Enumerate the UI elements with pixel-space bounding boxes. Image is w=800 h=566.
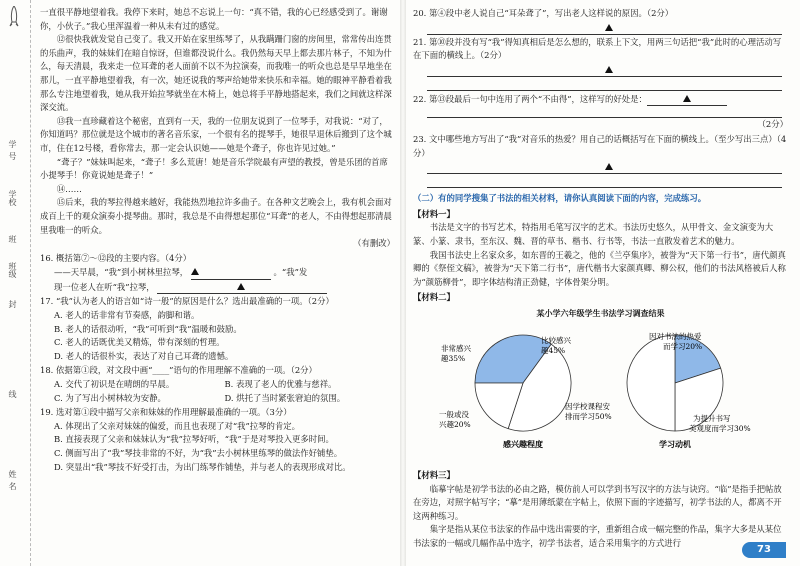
binding-margin [0, 0, 31, 566]
margin-label: 班 [8, 235, 17, 243]
margin-label: 班级 [8, 262, 17, 278]
left-page [40, 6, 395, 474]
question-stem: 20. 第④段中老人说自己“耳朵聋了”，写出老人这样说的原因。（2分） [413, 8, 674, 18]
triangle-icon [605, 163, 613, 170]
question-stem: 19. 选对第①段中描写父亲和妹妹的作用理解最准确的一项。（3分） [40, 407, 292, 418]
slice-label: 因学校课程安 [565, 401, 610, 411]
page-number: 73 [742, 542, 786, 558]
option[interactable]: D. 烘托了当时紧张窘迫的氛围。 [224, 392, 346, 403]
answer-line[interactable] [427, 21, 782, 35]
slice-label: 趣35% [441, 353, 466, 363]
story-paragraph: ⑬我一直珍藏着这个秘密，直到有一天，我的一位朋友说到了一位琴手，对我说：“对了，你知道吗？那位就是这个城市的著名音乐家，一个很有名的提琴手，她很早退休后搬到了这个城市，住在12号楼，看你常去，那一定会认识她——她是个聋子，你也许见过她。” [40, 115, 392, 153]
question-20 [413, 7, 788, 35]
question-21 [413, 36, 788, 91]
slice-label: 趣45% [541, 345, 566, 355]
answer-line[interactable] [427, 63, 782, 77]
slice-label: 因对书法的热爱 [649, 331, 702, 341]
question-stem: 23. 文中哪些地方写出了“我”对音乐的热爱？用自己的话概括写在下面的横线上。（至少写出三点）（4分） [413, 133, 787, 158]
story-paragraph: ⑫很快我就发觉自己变了。我又开始在家里练琴了，从我蹒跚门窗的房间里，常常传出连贯的乐曲声，我的妹妹们在暗自惊讶，但谁都没说什么。我仍然每天早上都去那片林子，不知为什么，每天清晨，我来走一位耳聋的老人面前不以不为拉演奏，而我唯一的听众也总是早早地坐在那儿，一直平静地望着我，有一次，她还说我的琴声给她带来快乐和幸福。她的眼神平静看着我那么专注地望着我，她从我开始拉琴就坐在木椅上，她总将手平静地搭起来，我们之间就这样深深交流。 [40, 34, 392, 113]
slice-label: 排而学习50% [565, 411, 612, 421]
triangle-icon [683, 95, 691, 102]
material-heading: 【材料二】 [413, 292, 455, 303]
section-heading: （二）有的同学搜集了书法的相关材料，请你认真阅读下面的内容，完成练习。 [413, 193, 707, 204]
right-page [413, 6, 788, 550]
story-paragraph: “聋子？”妹妹叫起来，“聋子！多么荒唐！她是音乐学院最有声望的教授，曾是乐团的首席小提琴手！你竟说她是聋子！” [40, 156, 388, 181]
triangle-icon [605, 66, 613, 73]
material-paragraph: 我国书法史上名家众多，如东晋的王羲之，他的《兰亭集序》，被誉为“天下第一行书”，唐代颜真卿的《祭侄文稿》，被誉为“天下第二行书”，唐代楷书大家颜真卿、柳公权，他们的书法风格被后人称为“颜筋柳骨”，即字体结构清正劲健，字体骨架分明。 [413, 249, 786, 287]
margin-label: 名 [8, 482, 17, 490]
option[interactable]: D. 老人的话很朴实，表达了对自己耳聋的遗憾。 [54, 350, 234, 361]
answer-line[interactable] [427, 160, 782, 174]
answer-line[interactable] [427, 174, 782, 188]
question-18 [40, 364, 395, 405]
option[interactable]: C. 为了写出小树林较为安静。 [54, 392, 166, 403]
margin-label: 号 [8, 152, 17, 160]
material-heading: 【材料三】 [413, 469, 455, 480]
chart-caption: 学习动机 [659, 439, 691, 449]
book-spine [400, 0, 406, 566]
slice-label: 为提升书写 [693, 413, 731, 423]
slice-label: 非常感兴 [441, 343, 471, 353]
option[interactable]: C. 侧面写出了“我”琴技非常的不好，为“我”去小树林里练琴的做法作好铺垫。 [54, 448, 343, 458]
material-heading: 【材料一】 [413, 208, 455, 219]
question-23 [413, 133, 788, 188]
question-stem: 16. 概括第⑦～⑫段的主要内容。（4分） [40, 252, 192, 263]
story-paragraph: ⑮后来，我的琴拉得越来越好，我能热烈地拉许多曲子。在各种文艺晚会上，我有机会面对成百上千的观众演奏小提琴曲。那时，我总是不由得想起那位“耳聋”的老人，不由得想起那清晨里我唯一的听众。 [40, 197, 392, 235]
slice-label: 兴趣20% [439, 419, 471, 429]
fill-line: ——天早晨，“我”到小树林里拉琴， 。“我”发 [40, 265, 395, 280]
question-stem: 21. 第⑩段并没有写“我”得知真相后是怎么想的，联系上下文，用两三句话把“我”此时的心理活动写在下面的横线上。（2分） [413, 36, 782, 61]
chart-caption: 感兴趣程度 [503, 439, 543, 449]
question-stem: 17. “我”认为老人的语言如“诗一般”的原因是什么？选出最准确的一项。（2分） [40, 296, 334, 307]
triangle-icon [605, 24, 613, 31]
pie-charts [413, 321, 788, 466]
question-17 [40, 295, 395, 363]
margin-label: 姓 [8, 470, 17, 478]
option[interactable]: B. 表现了老人的优雅与慈祥。 [224, 379, 337, 390]
triangle-icon [191, 268, 199, 275]
answer-blank[interactable] [647, 92, 727, 107]
answer-line[interactable] [427, 106, 782, 118]
option[interactable]: C. 老人的话既优美又精炼，带有深刻的哲理。 [54, 337, 225, 348]
triangle-icon [237, 283, 245, 290]
option[interactable]: B. 老人的话很动听，“我”可听到“我”温暖和鼓励。 [54, 323, 242, 334]
slice-label: 而学习20% [663, 341, 703, 351]
margin-label: 学 [8, 140, 17, 148]
story-paragraph: 一直很平静地望着我。我停下来时，她总不忘说上一句：“真不错，我的心已经感受到了。谢谢你，小伙子。”我心里浑温着一种从未有过的感觉。 [40, 7, 388, 31]
question-16 [40, 252, 395, 295]
score-note: （2分） [757, 119, 788, 130]
rocket-icon [8, 6, 20, 28]
answer-line[interactable] [427, 77, 782, 91]
answer-blank[interactable] [157, 280, 327, 295]
option[interactable]: B. 直接表现了父亲和妹妹认为“我”拉琴好听，“我”于是对琴投入更多时间。 [54, 434, 334, 445]
source-note: （有删改） [353, 238, 395, 249]
question-22 [413, 92, 788, 132]
question-stem: 22. 第⑬段最后一句中连用了两个“不由得”，这样写的好处是： [413, 92, 788, 107]
fill-line: 现一位老人在听“我”拉琴， [40, 280, 395, 295]
material-paragraph: 书法是文字的书写艺术，特指用毛笔写汉字的艺术。书法历史悠久，从甲骨文、金文演变为大篆、小篆、隶书，至东汉、魏、晋的草书、楷书、行书等，书法一直散发着艺术的魅力。 [413, 222, 774, 246]
option[interactable]: D. 突显出“我”琴技不好受打击，为出门练琴作铺垫，并与老人的表现形成对比。 [54, 461, 351, 472]
option[interactable]: A. 老人的话非常有节奏感，韵脚和谐。 [54, 310, 200, 321]
margin-label: 学校 [8, 190, 17, 206]
material-paragraph: 集字是指从某位书法家的作品中选出需要的字，重新组合成一幅完整的作品，集字大多是从某位书法家的一幅或几幅作品中选字，初学书法者，适合采用集字的方式进行 [413, 524, 782, 548]
margin-label: 封 [8, 300, 17, 308]
story-paragraph: ⑭…… [56, 183, 82, 194]
slice-label: 比较感兴 [541, 335, 571, 345]
answer-blank[interactable] [191, 265, 271, 280]
chart-title: 某小学六年级学生书法学习调查结果 [536, 308, 665, 318]
question-19 [40, 406, 395, 474]
margin-label: 线 [8, 390, 17, 398]
option[interactable]: A. 交代了初识是在晴朗的早晨。 [54, 379, 175, 390]
option[interactable]: A. 体现出了父亲对妹妹的偏爱，而且也表现了对“我”拉琴的肯定。 [54, 420, 301, 431]
question-stem: 18. 依据第①段，对文段中画“____”语句的作用理解不准确的一项。（2分） [40, 365, 317, 376]
slice-label: 一般或没 [439, 409, 469, 419]
survey-chart [413, 307, 788, 467]
material-paragraph: 临摹字帖是初学书法的必由之路，模仿前人可以学到书写汉字的方法与诀窍。“临”是指手把帖放在旁边，对照字帖写字；“摹”是用薄纸蒙在字帖上，依照下面的字迹描写，初学书法的人，都离不开这两种练习。 [413, 483, 782, 521]
slice-label: 美观度而学习30% [689, 423, 751, 433]
